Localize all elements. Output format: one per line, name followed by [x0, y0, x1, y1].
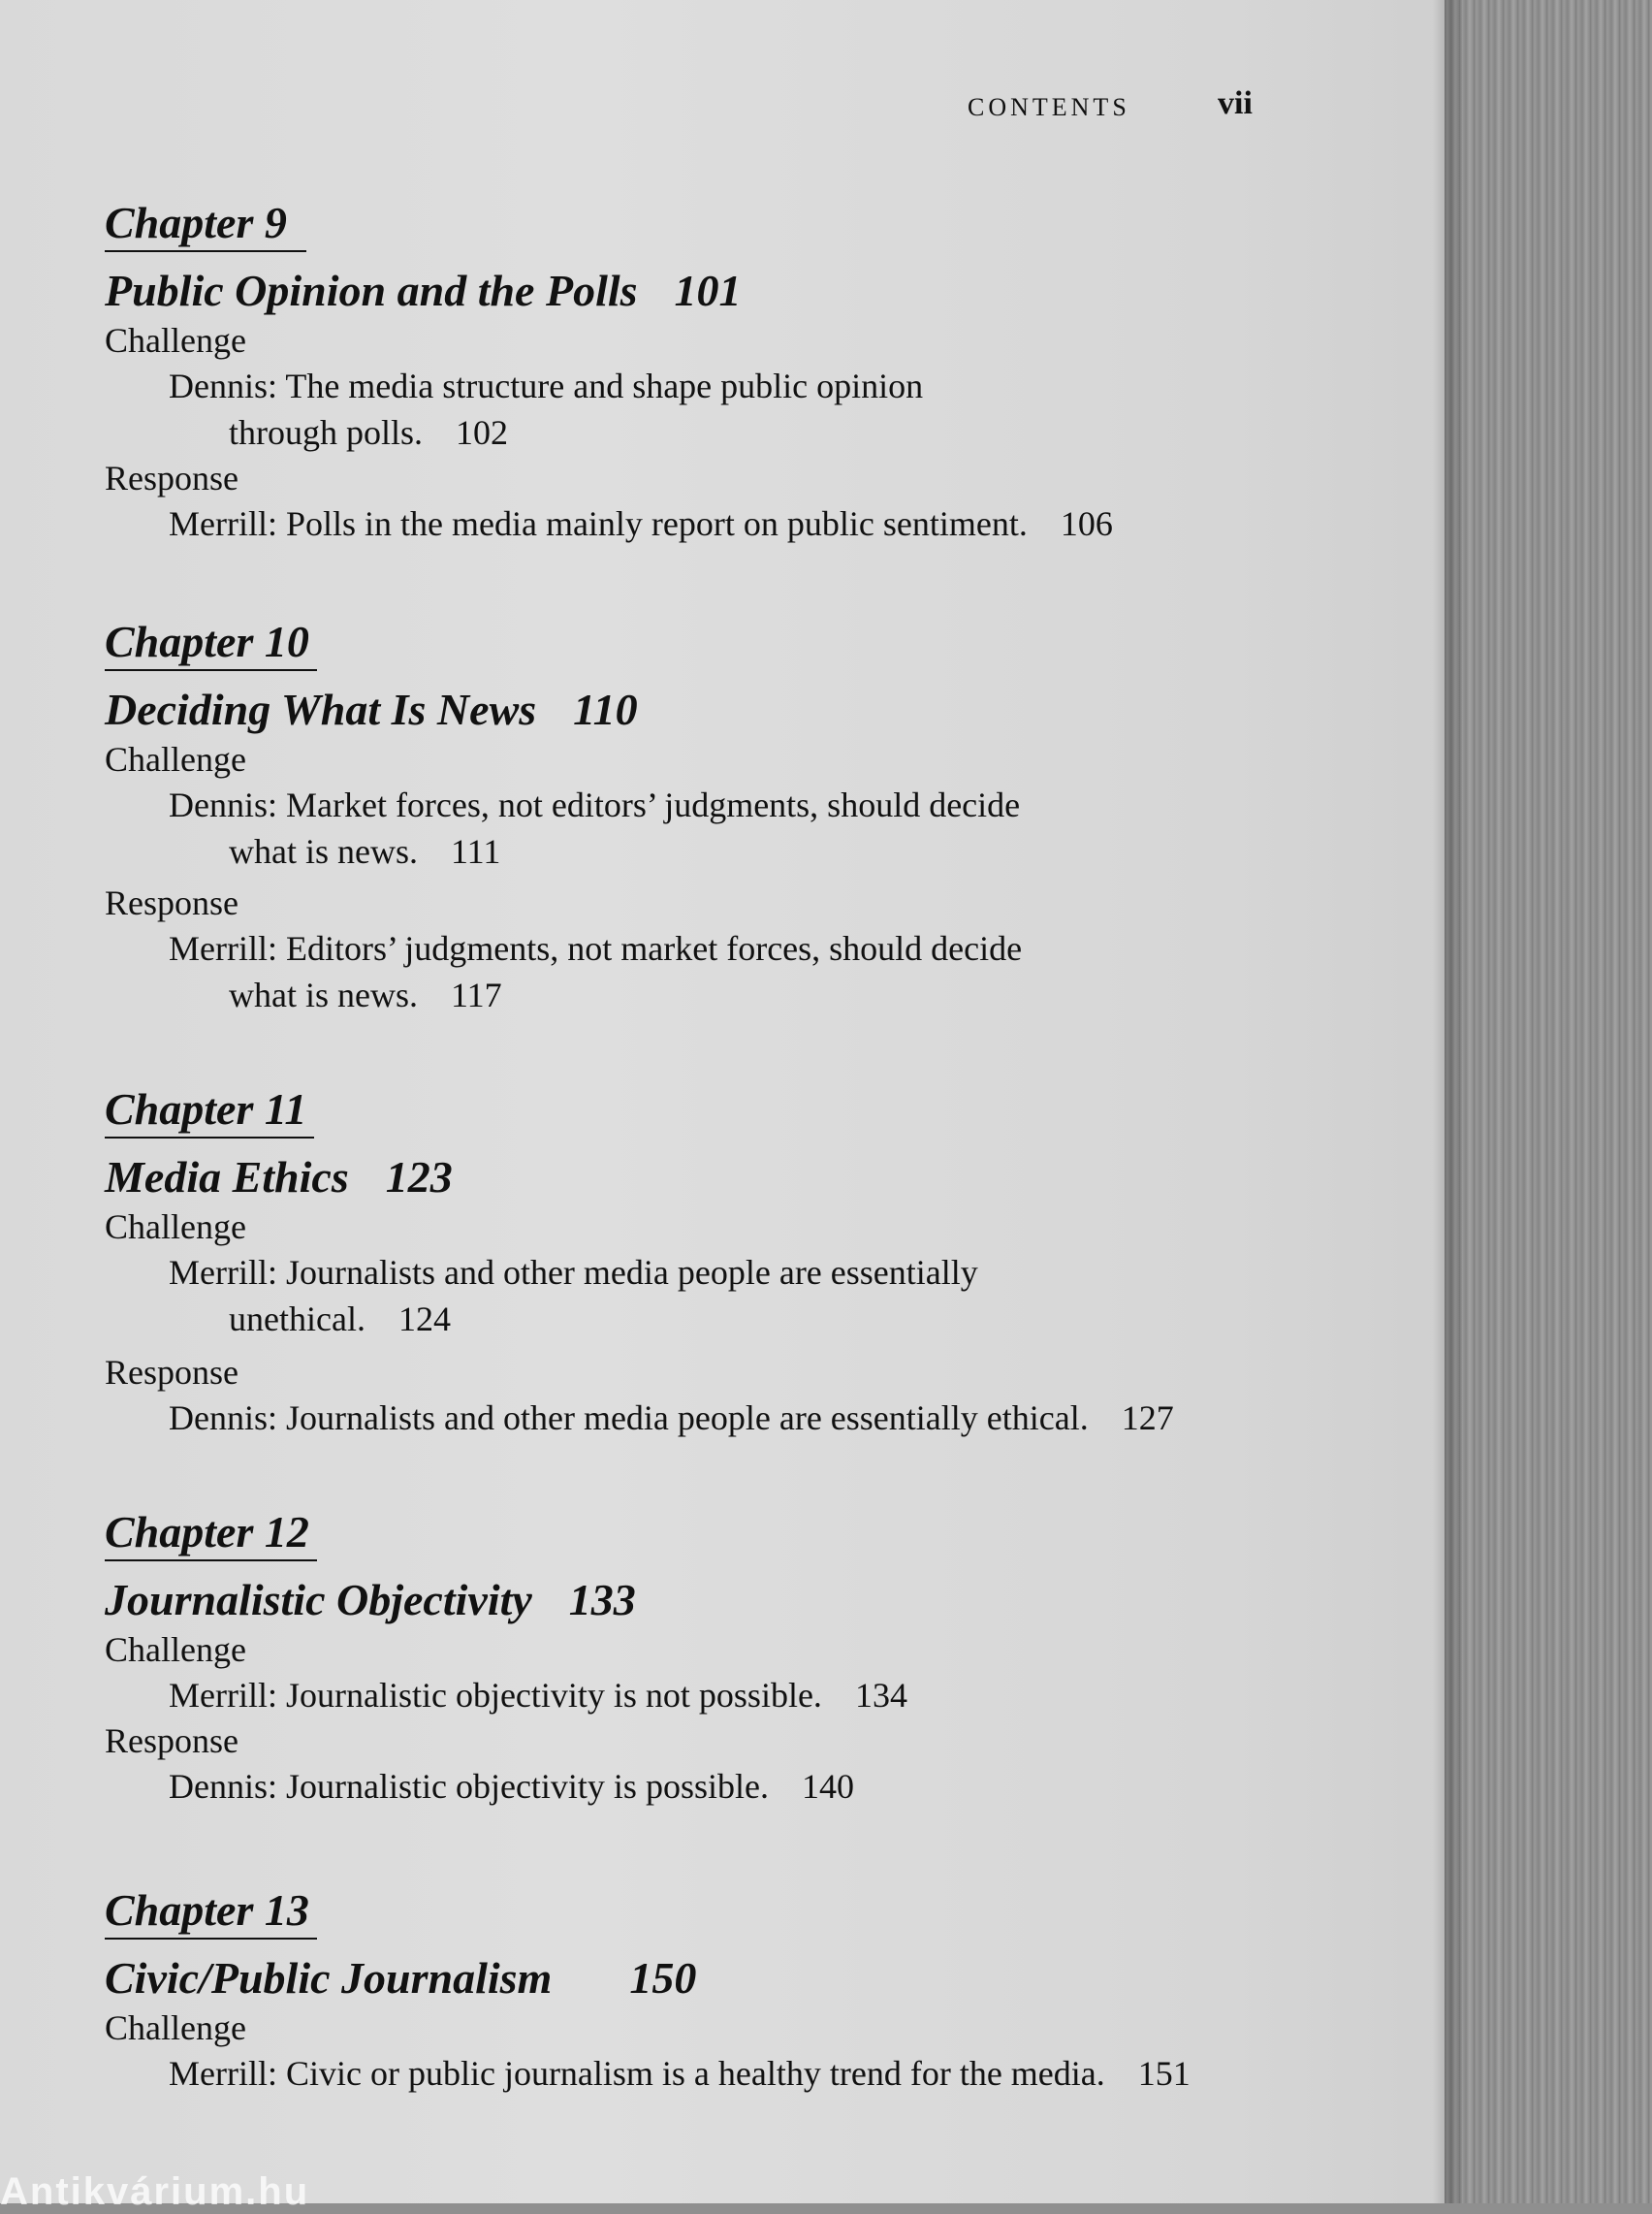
entry-text: Merrill: Journalistic objectivity is not possible. [169, 1676, 822, 1715]
challenge-label: Challenge [105, 2008, 246, 2047]
entry-page: 117 [450, 976, 502, 1014]
entry-page: 134 [854, 1676, 907, 1715]
challenge-label: Challenge [105, 321, 246, 360]
chapter-title-text: Deciding What Is News [105, 685, 537, 734]
entry-text-2: what is news. [229, 976, 418, 1014]
chapter-label: Chapter 11 [105, 1082, 314, 1139]
chapter-title-text: Media Ethics [105, 1152, 349, 1202]
entry-page: 111 [450, 832, 501, 871]
entry-continuation [169, 828, 1365, 875]
chapter-title [105, 1150, 1365, 1204]
entry-text: Dennis: Market forces, not editors’ judgments, should decide [169, 786, 1021, 824]
entry-continuation [169, 1296, 1365, 1342]
chapter-title [105, 264, 1365, 318]
chapter-title-text: Public Opinion and the Polls [105, 266, 638, 315]
entry-text: Merrill: Editors’ judgments, not market forces, should decide [169, 929, 1023, 968]
chapter-label: Chapter 12 [105, 1505, 317, 1561]
challenge-entry [105, 2050, 1365, 2097]
entry-text: Dennis: The media structure and shape public opinion [169, 367, 924, 405]
page-edge-shadow [1433, 0, 1462, 2203]
challenge-entry [105, 1249, 1365, 1342]
chapter-label: Chapter 10 [105, 615, 317, 671]
entry-text-2: what is news. [229, 832, 418, 871]
entry-page: 151 [1137, 2054, 1191, 2093]
entry-text: Dennis: Journalists and other media people are essentially ethical. [169, 1398, 1089, 1437]
response-entry [105, 500, 1365, 547]
chapter-title-text: Civic/Public Journalism [105, 1953, 553, 2003]
entry-page: 127 [1121, 1398, 1174, 1437]
chapter-title [105, 1951, 1365, 2005]
chapter-page: 150 [629, 1953, 697, 2003]
entry-text: Merrill: Civic or public journalism is a healthy trend for the media. [169, 2054, 1105, 2093]
response-label: Response [105, 883, 238, 922]
chapter-title [105, 1573, 1365, 1627]
chapter-10-entry [105, 615, 1365, 1018]
chapter-title-text: Journalistic Objectivity [105, 1575, 532, 1624]
page-number: vii [1218, 85, 1253, 121]
running-head: CONTENTS [968, 93, 1130, 121]
challenge-entry [105, 1672, 1365, 1718]
background-surface [1445, 0, 1652, 2203]
challenge-entry [105, 782, 1365, 875]
entry-page: 106 [1060, 504, 1113, 543]
response-entry [105, 1395, 1365, 1441]
challenge-entry [105, 363, 1365, 456]
chapter-page: 101 [674, 266, 742, 315]
response-entry [105, 1763, 1365, 1810]
challenge-label: Challenge [105, 740, 246, 779]
response-entry [105, 925, 1365, 1018]
challenge-label: Challenge [105, 1630, 246, 1669]
response-label: Response [105, 1721, 238, 1760]
chapter-11-entry [105, 1082, 1365, 1441]
chapter-title [105, 683, 1365, 737]
entry-text-2: through polls. [229, 413, 424, 452]
entry-text: Merrill: Journalists and other media people are essentially [169, 1253, 978, 1292]
chapter-13-entry [105, 1883, 1365, 2097]
challenge-label: Challenge [105, 1207, 246, 1246]
chapter-page: 110 [573, 685, 638, 734]
watermark: Antikvárium.hu [0, 2170, 310, 2213]
chapter-label: Chapter 9 [105, 196, 306, 252]
chapter-page: 123 [385, 1152, 453, 1202]
entry-continuation [169, 409, 1365, 456]
entry-continuation [169, 972, 1365, 1018]
entry-text: Merrill: Polls in the media mainly report on public sentiment. [169, 504, 1028, 543]
chapter-page: 133 [568, 1575, 636, 1624]
entry-text-2: unethical. [229, 1300, 365, 1338]
response-label: Response [105, 1353, 238, 1392]
chapter-12-entry [105, 1505, 1365, 1810]
chapter-9-entry [105, 196, 1365, 547]
entry-text: Dennis: Journalistic objectivity is possible. [169, 1767, 769, 1806]
entry-page: 102 [456, 413, 509, 452]
chapter-label: Chapter 13 [105, 1883, 317, 1940]
entry-page: 140 [801, 1767, 854, 1806]
entry-page: 124 [397, 1300, 451, 1338]
response-label: Response [105, 459, 238, 497]
